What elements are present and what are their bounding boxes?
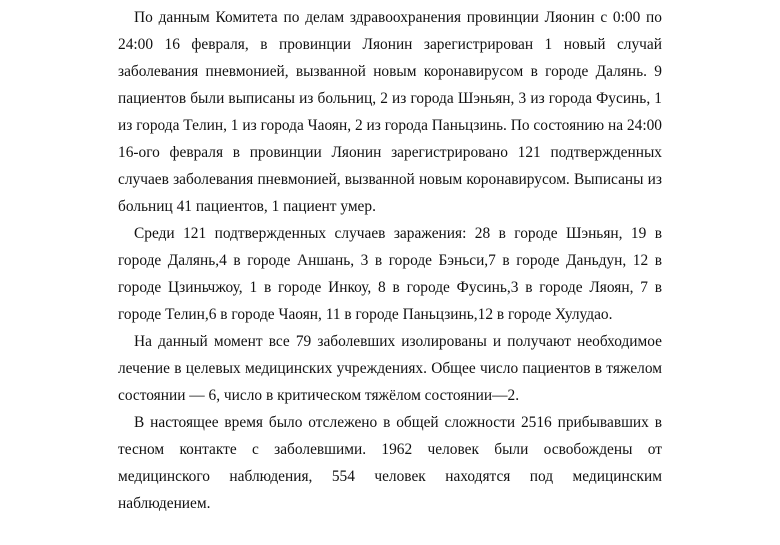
document-body: [118, 4, 662, 517]
paragraph-treatment-status: На данный момент все 79 заболевших изолированы и получают необходимое лечение в целевых медицинских учреждениях. Общее число пациентов в тяжелом состоянии — 6, число в критическом тяжёлом состоянии—2.: [118, 333, 662, 404]
paragraph-summary: По данным Комитета по делам здравоохранения провинции Ляонин с 0:00 по 24:00 16 февраля, в провинции Ляонин зарегистрирован 1 новый случай заболевания пневмонией, вызванной новым коронавирусом в городе Далянь. 9 пациентов были выписаны из больниц, 2 из города Шэньян, 3 из города Фусинь, 1 из города Телин, 1 из города Чаоян, 2 из города Паньцзинь. По состоянию на 24:00 16-ого февраля в провинции Ляонин зарегистрировано 121 подтвержденных случаев заболевания пневмонией, вызванной новым коронавирусом. Выписаны из больниц 41 пациентов, 1 пациент умер.: [118, 9, 662, 215]
paragraph-close-contacts: В настоящее время было отслежено в общей сложности 2516 прибывавших в тесном контакте с заболевшими. 1962 человек были освобождены от медицинского наблюдения, 554 человек находятся под медицинским наблюдением.: [118, 414, 662, 512]
paragraph-city-breakdown: Среди 121 подтвержденных случаев заражения: 28 в городе Шэньян, 19 в городе Далянь,4 в городе Аншань, 3 в городе Бэньси,7 в городе Даньдун, 12 в городе Цзиньчжоу, 1 в городе Инкоу, 8 в городе Фусинь,3 в городе Ляоян, 7 в городе Телин,6 в городе Чаоян, 11 в городе Паньцзинь,12 в городе Хулудао.: [118, 225, 662, 323]
